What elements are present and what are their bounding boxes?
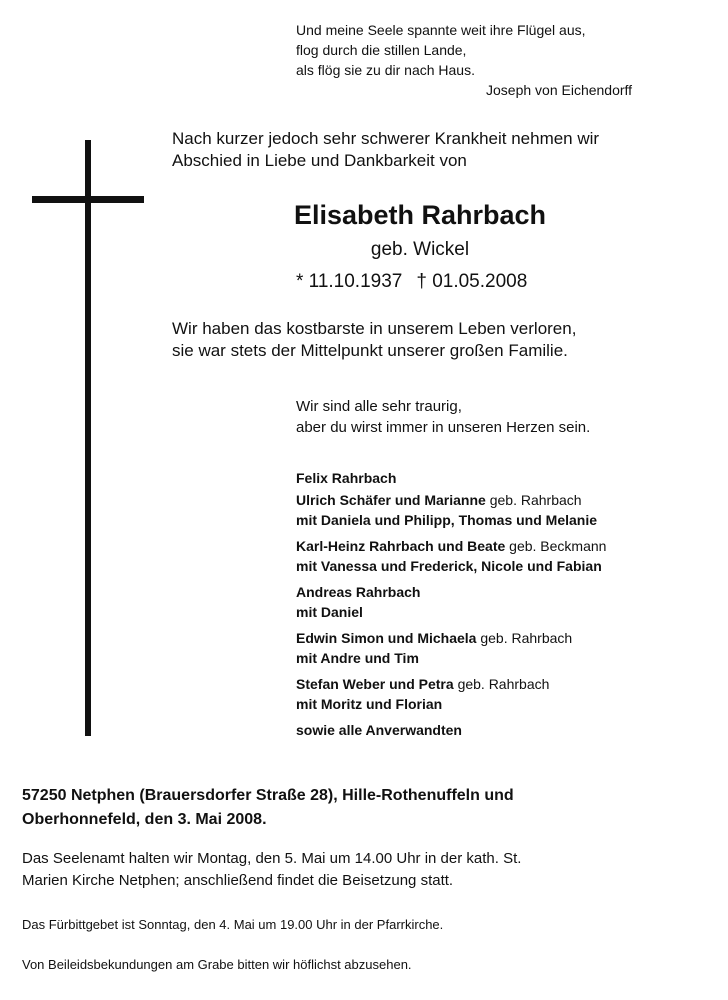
mourner-entry: [296, 468, 716, 488]
mourner-name: Ulrich Schäfer und Marianne: [296, 492, 486, 508]
cross-icon-bar: [32, 196, 144, 203]
birth-date: * 11.10.1937: [296, 271, 403, 292]
mourner-entry: [296, 628, 716, 668]
intro-line: Abschied in Liebe und Dankbarkeit von: [172, 151, 467, 170]
tribute-line: Wir haben das kostbarste in unserem Leben verloren,: [172, 319, 577, 338]
tribute-line: sie war stets der Mittelpunkt unserer großen Familie.: [172, 341, 568, 360]
mourner-entry: [296, 536, 716, 576]
prayer-info: Das Fürbittgebet ist Sonntag, den 4. Mai um 19.00 Uhr in der Pfarrkirche.: [22, 917, 444, 932]
poem-quote: [296, 20, 676, 98]
maiden-name: geb. Beckmann: [509, 538, 607, 554]
tribute-text: [172, 318, 712, 362]
birth-name: geb. Wickel: [370, 239, 470, 260]
mourner-name: Edwin Simon und Michaela: [296, 630, 477, 646]
poem-line: als flög sie zu dir nach Haus.: [296, 62, 475, 78]
cross-icon: [85, 140, 91, 736]
deceased-name: Elisabeth Rahrbach: [293, 200, 547, 230]
requiem-line: Das Seelenamt halten wir Montag, den 5. Mai um 14.00 Uhr in der kath. St.: [22, 850, 522, 867]
mourner-name: Karl-Heinz Rahrbach und Beate: [296, 538, 506, 554]
poem-author: Joseph von Eichendorff: [486, 82, 633, 98]
mourner-children: mit Daniel: [296, 604, 363, 620]
poem-line: flog durch die stillen Lande,: [296, 42, 467, 58]
mourner-entry: [296, 582, 716, 622]
sorrow-line: Wir sind alle sehr traurig,: [296, 398, 462, 415]
mourner-entry: [296, 490, 716, 530]
maiden-name: geb. Rahrbach: [489, 492, 582, 508]
mourner-entry: [296, 720, 716, 740]
sorrow-text: [296, 396, 716, 438]
requiem-line: Marien Kirche Netphen; anschließend findet die Beisetzung statt.: [22, 872, 454, 889]
place-date: [22, 784, 712, 832]
mourner-name: Andreas Rahrbach: [296, 584, 421, 600]
mourner-children: mit Daniela und Philipp, Thomas und Melanie: [296, 512, 598, 528]
maiden-name: geb. Rahrbach: [457, 676, 550, 692]
life-dates: [296, 270, 527, 294]
mourner-children: mit Andre und Tim: [296, 650, 419, 666]
death-date: † 01.05.2008: [416, 271, 528, 292]
mourner-entry: [296, 674, 716, 714]
intro-line: Nach kurzer jedoch sehr schwerer Krankheit nehmen wir: [172, 129, 600, 148]
mourner-children: mit Vanessa und Frederick, Nicole und Fabian: [296, 558, 602, 574]
condolences-note: Von Beileidsbekundungen am Grabe bitten wir höflichst abzusehen.: [22, 957, 412, 972]
sorrow-line: aber du wirst immer in unseren Herzen sein.: [296, 419, 591, 436]
mourner-name: sowie alle Anverwandten: [296, 722, 462, 738]
mourners-list: [296, 468, 716, 746]
mourner-children: mit Moritz und Florian: [296, 696, 443, 712]
place-line: Oberhonnefeld, den 3. Mai 2008.: [22, 811, 267, 828]
intro-text: [172, 128, 712, 172]
mourner-name: Stefan Weber und Petra: [296, 676, 454, 692]
mourner-name: Felix Rahrbach: [296, 470, 397, 486]
requiem-info: [22, 848, 712, 892]
maiden-name: geb. Rahrbach: [480, 630, 573, 646]
place-line: 57250 Netphen (Brauersdorfer Straße 28), Hille-Rothenuffeln und: [22, 787, 514, 804]
poem-line: Und meine Seele spannte weit ihre Flügel aus,: [296, 22, 586, 38]
